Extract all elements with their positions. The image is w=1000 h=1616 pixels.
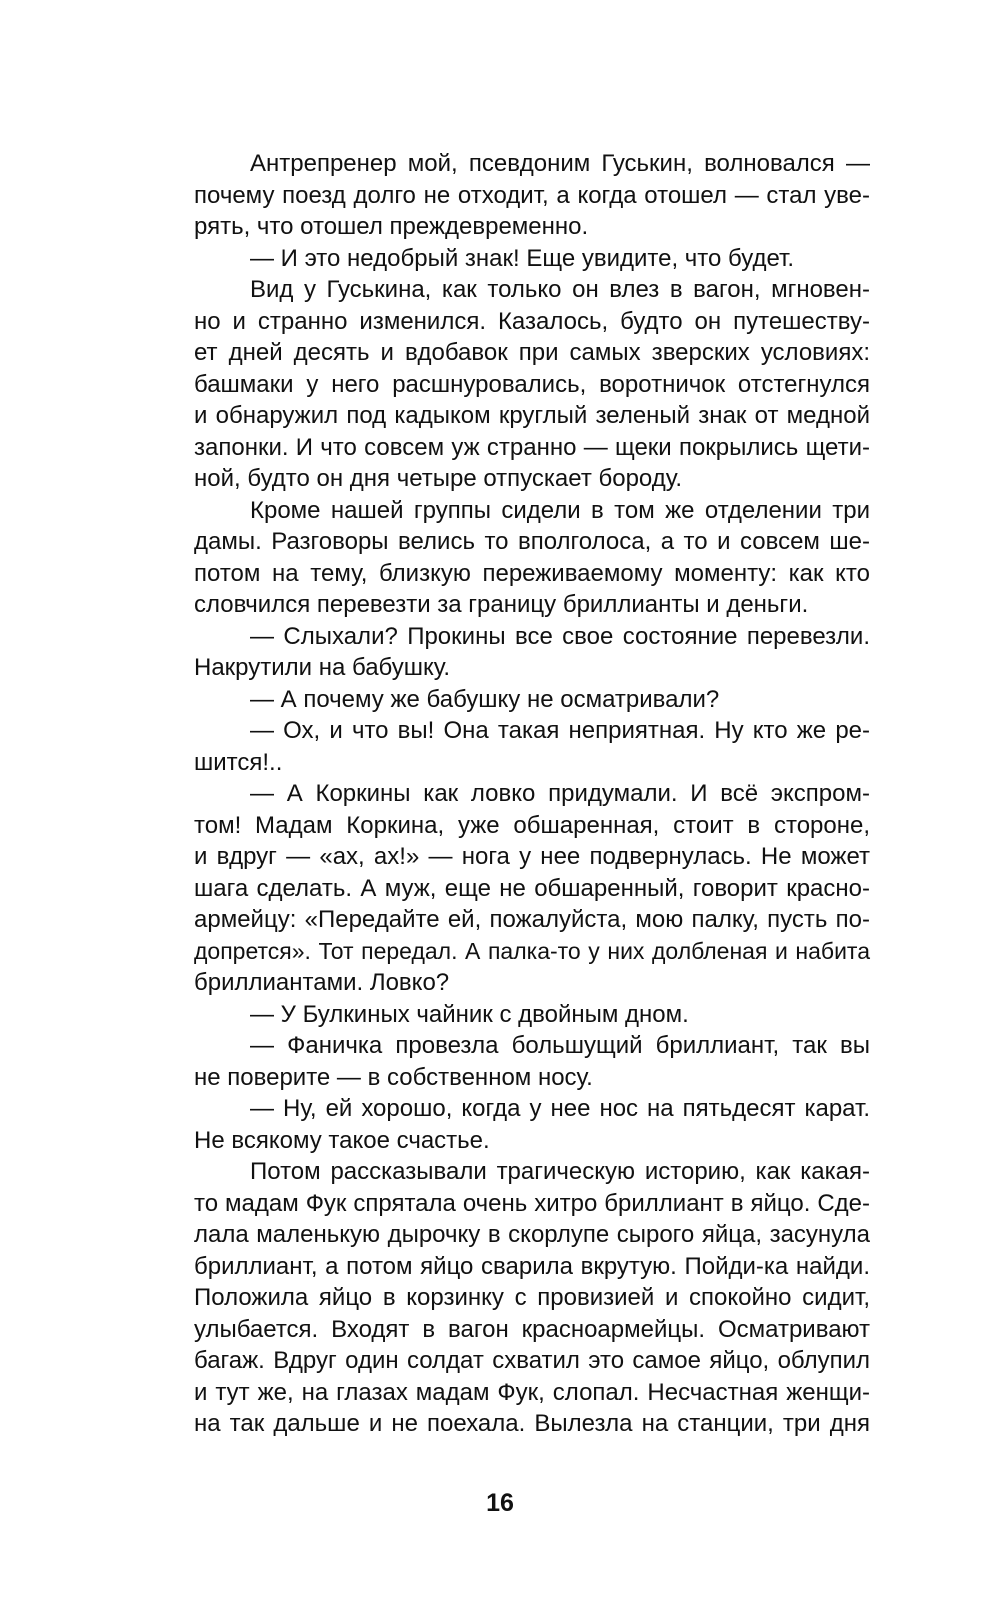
text-line: армейцу: «Передайте ей, пожалуйста, мою палку, пусть по- <box>194 906 870 933</box>
text-line: улыбается. Входят в вагон красноармейцы. Осматривают <box>194 1315 870 1343</box>
text-line: бриллиантами. Ловко? <box>194 969 450 996</box>
text-line: потом на тему, близкую переживаемому моменту: как кто <box>194 559 870 587</box>
text-line: — А почему же бабушку не осматривали? <box>250 685 720 713</box>
text-line: то мадам Фук спрятала очень хитро бриллиант в яйцо. Сде- <box>194 1189 870 1217</box>
text-line: лала маленькую дырочку в скорлупе сырого яйца, засунула <box>194 1221 870 1248</box>
body-text <box>194 148 870 1440</box>
text-line: Антрепренер мой, псевдоним Гуськин, волновался — <box>250 150 870 177</box>
text-line: и обнаружил под кадыком круглый зеленый знак от медной <box>194 402 870 429</box>
text-line: — Слыхали? Прокины все свое состояние перевезли. <box>250 622 870 650</box>
text-line: ной, будто он дня четыре отпускает бороду. <box>194 465 683 492</box>
text-line: допрется». Тот передал. А палка-то у них долбленая и набита <box>194 937 870 964</box>
text-line: багаж. Вдруг один солдат схватил это самое яйцо, облупил <box>194 1347 870 1374</box>
text-line: ет дней десять и вдобавок при самых зверских условиях: <box>194 339 870 366</box>
text-line: — У Булкиных чайник с двойным дном. <box>250 1000 689 1028</box>
text-line: Вид у Гуськина, как только он влез в вагон, мгновен- <box>250 276 870 303</box>
text-line: почему поезд долго не отходит, а когда отошел — стал уве- <box>194 181 870 209</box>
page-number: 16 <box>486 1489 514 1517</box>
text-line: Накрутили на бабушку. <box>194 654 451 681</box>
text-line: не поверите — в собственном носу. <box>194 1063 593 1091</box>
text-line: и тут же, на глазах мадам Фук, слопал. Несчастная женщи- <box>194 1378 870 1406</box>
text-line: Потом рассказывали трагическую историю, как какая- <box>250 1158 870 1185</box>
text-line: запонки. И что совсем уж странно — щеки покрылись щети- <box>194 433 870 461</box>
text-line: словчился перевезти за границу бриллианты и деньги. <box>194 591 809 618</box>
text-line: — И это недобрый знак! Еще увидите, что будет. <box>250 244 795 272</box>
text-line: рять, что отошел преждевременно. <box>194 213 589 240</box>
text-line: дамы. Разговоры велись то вполголоса, а то и совсем ше- <box>194 528 870 555</box>
text-line: — Ох, и что вы! Она такая неприятная. Ну кто же ре- <box>250 717 870 744</box>
text-line: — Фаничка провезла большущий бриллиант, так вы <box>250 1032 870 1059</box>
text-line: и вдруг — «ах, ах!» — нога у нее подвернулась. Не может <box>194 843 870 870</box>
text-line: Кроме нашей группы сидели в том же отделении три <box>250 496 870 524</box>
text-line: на так дальше и не поехала. Вылезла на станции, три дня <box>194 1410 870 1437</box>
text-line: Не всякому такое счастье. <box>194 1126 490 1154</box>
text-line: — Ну, ей хорошо, когда у нее нос на пятьдесят карат. <box>250 1095 870 1122</box>
text-line: том! Мадам Коркина, уже обшаренная, стоит в стороне, <box>194 811 870 839</box>
text-line: шится!.. <box>194 748 283 776</box>
text-line: бриллиант, а потом яйцо сварила вкрутую. Пойди-ка найди. <box>194 1252 870 1280</box>
text-line: — А Коркины как ловко придумали. И всё экспром- <box>250 780 870 807</box>
text-line: шага сделать. А муж, еще не обшаренный, говорит красно- <box>194 874 870 902</box>
text-line: Положила яйцо в корзинку с провизией и спокойно сидит, <box>194 1284 870 1311</box>
text-line: башмаки у него расшнуровались, воротничок отстегнулся <box>194 370 870 398</box>
text-line: но и странно изменился. Казалось, будто он путешеству- <box>194 307 870 335</box>
